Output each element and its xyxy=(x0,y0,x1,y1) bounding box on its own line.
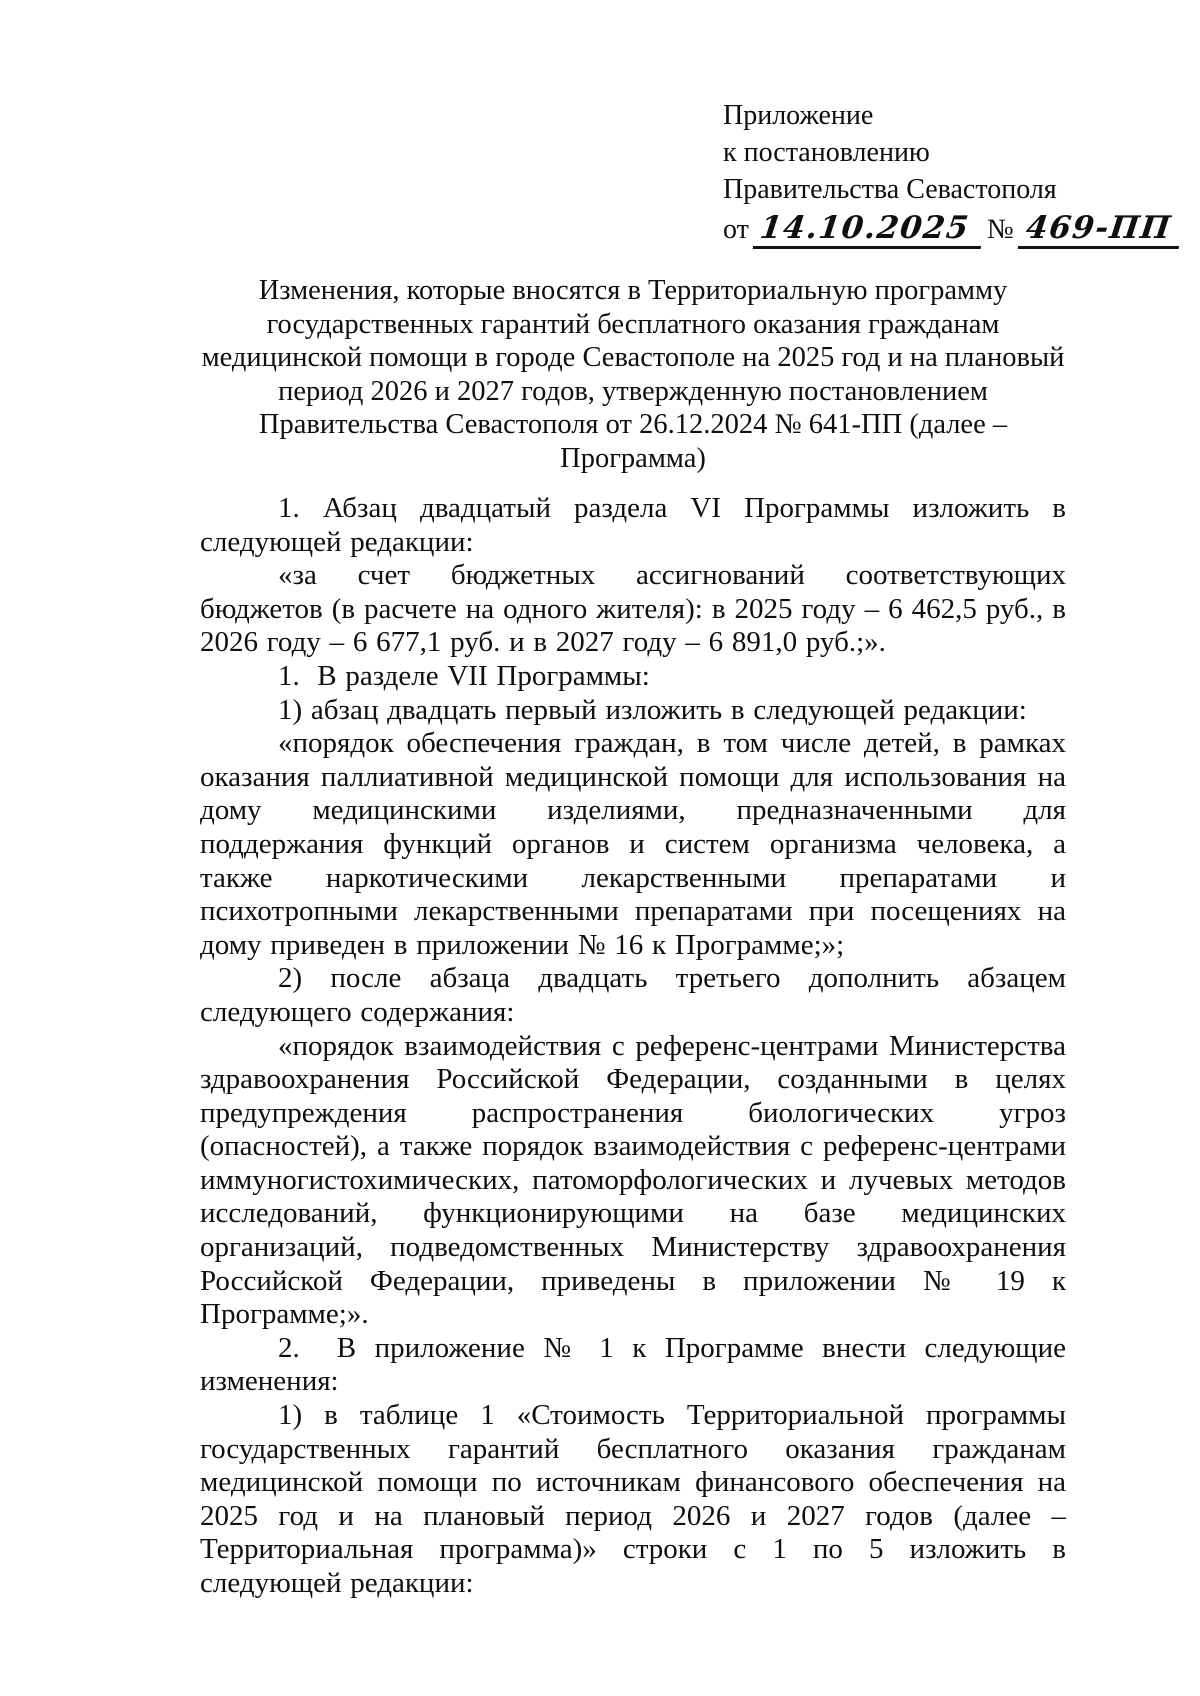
paragraph: «за счет бюджетных ассигнований соответствующих бюджетов (в расчете на одного жителя): в 2025 году – 6 462,5 руб., в 2026 году – 6 677,1 руб. и в 2027 году – 6 891,0 руб.;». xyxy=(200,559,1066,659)
handwritten-date: 14.10.2025 xyxy=(753,212,986,249)
approval-block xyxy=(723,97,1181,249)
approval-line: Правительства Севастополя xyxy=(723,174,1057,205)
approval-date-line xyxy=(723,211,1181,249)
handwritten-number: 469-ПП xyxy=(1018,212,1184,249)
approval-line: Приложение xyxy=(723,100,874,131)
paragraph: «порядок взаимодействия с референс-центрами Министерства здравоохранения Российской Федерации, созданными в целях предупреждения распространения биологических угроз (опасностей), а также порядок взаимодействия с референс-центрами иммуногистохимических, патоморфологических и лучевых методов исследований, функционирующими на базе медицинских организаций, подведомственных Министерству здравоохранения Российской Федерации, приведены в приложении № 19 к Программе;». xyxy=(200,1029,1066,1331)
paragraph: «порядок обеспечения граждан, в том числе детей, в рамках оказания паллиативной медицинской помощи для использования на дому медицинскими изделиями, предназначенными для поддержания функций органов и систем организма человека, а также наркотическими лекарственными препаратами и психотропными лекарственными препаратами при посещениях на дому приведен в приложении № 16 к Программе;»; xyxy=(200,727,1066,961)
date-prefix-label: от xyxy=(723,214,749,245)
paragraph: 1) в таблице 1 «Стоимость Территориальной программы государственных гарантий бесплатного оказания гражданам медицинской помощи по источникам финансового обеспечения на 2025 год и на плановый период 2026 и 2027 годов (далее – Территориальная программа)» строки с 1 по 5 изложить в следующей редакции: xyxy=(200,1399,1066,1599)
paragraph: 2) после абзаца двадцать третьего дополнить абзацем следующего содержания: xyxy=(200,962,1066,1028)
approval-line: к постановлению xyxy=(723,137,930,168)
paragraph: 1. В разделе VII Программы: xyxy=(278,659,650,692)
paragraph: 2. В приложение № 1 к Программе внести следующие изменения: xyxy=(200,1331,1066,1398)
document-body xyxy=(200,492,1066,1601)
document-title: Изменения, которые вносятся в Территориальную программу государственных гарантий бесплатного оказания гражданам медицинской помощи в городе Севастополе на 2025 год и на плановый период 2026 и 2027 годов, утвержденную постановлением Правительства Севастополя от 26.12.2024 № 641-ПП (далее – Программа) xyxy=(201,275,1065,474)
number-sign-label: № xyxy=(987,214,1014,245)
paragraph: 1. Абзац двадцатый раздела VI Программы изложить в следующей редакции: xyxy=(200,492,1066,558)
paragraph: 1) абзац двадцать первый изложить в следующей редакции: xyxy=(278,693,1027,726)
